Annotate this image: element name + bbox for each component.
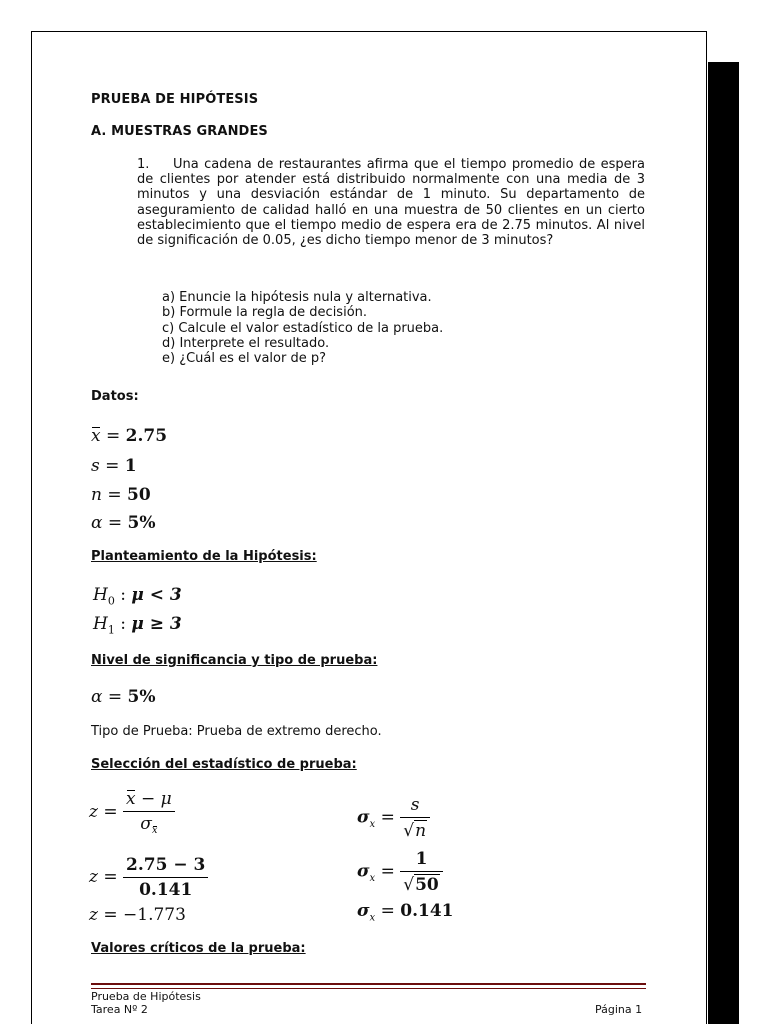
- formula-z-result: z = −1.773: [89, 905, 186, 925]
- datos-alpha: α = 5%: [91, 513, 156, 533]
- problem-paragraph: [137, 157, 645, 248]
- tipo-prueba-text: Tipo de Prueba: Prueba de extremo derecho.: [91, 724, 382, 739]
- formula-sigma-definition: $\sigma_x$ = $\frac{s}{√n}$: [357, 795, 430, 841]
- document-title: PRUEBA DE HIPÓTESIS: [91, 92, 259, 107]
- datos-heading: Datos:: [91, 389, 139, 404]
- question-list: [162, 290, 443, 366]
- footer-page-number: Página 1: [595, 1003, 643, 1016]
- question-b: b) Formule la regla de decisión.: [162, 305, 368, 321]
- datos-xbar: x = 2.75: [91, 426, 168, 446]
- footer-task: Tarea Nº 2: [91, 1003, 148, 1016]
- question-d: d) Interprete el resultado.: [162, 335, 330, 351]
- datos-n: n = 50: [91, 485, 151, 505]
- footer-rule-thin: [91, 988, 646, 989]
- problem-number: 1.: [137, 157, 150, 172]
- hypothesis-h0: $H_0$ : μ < 3: [93, 585, 182, 608]
- nivel-heading: Nivel de significancia y tipo de prueba:: [91, 653, 378, 668]
- page-shadow: [708, 62, 739, 1024]
- problem-text: Una cadena de restaurantes afirma que el tiempo promedio de espera de clientes por atender está distribuido normalmente con una media de 3 minutos y una desviación estándar de 1 minuto. Su departamento de aseguramiento de calidad halló en una muestra de 50 clientes en un cierto establecimiento que el tiempo medio de espera era de 2.75 minutos. Al nivel de significación de 0.05, ¿es dicho tiempo menor de 3 minutos?: [137, 157, 645, 249]
- formula-z-definition: z = $\frac{x - \mu}{\sigma_x}$: [89, 789, 175, 836]
- seleccion-heading: Selección del estadístico de prueba:: [91, 757, 357, 772]
- formula-sigma-substitution: $\sigma_x$ = $\frac{1}{√50}$: [357, 849, 443, 895]
- footer-document-title: Prueba de Hipótesis: [91, 990, 201, 1003]
- datos-s: s = 1: [91, 456, 137, 476]
- section-heading-muestras-grandes: A. MUESTRAS GRANDES: [91, 124, 268, 139]
- question-a: a) Enuncie la hipótesis nula y alternativa.: [162, 290, 432, 305]
- valores-criticos-heading: Valores críticos de la prueba:: [91, 941, 306, 956]
- footer-rule: [91, 983, 646, 985]
- nivel-alpha: α = 5%: [91, 687, 156, 707]
- question-c: c) Calcule el valor estadístico de la prueba.: [162, 320, 444, 336]
- formula-sigma-result: $\sigma_x = 0.141$: [357, 901, 454, 924]
- formula-z-substitution: z = $\frac{2.75 - 3}{0.141}$: [89, 855, 208, 900]
- question-e: e) ¿Cuál es el valor de p?: [162, 351, 327, 367]
- planteamiento-heading: Planteamiento de la Hipótesis:: [91, 549, 317, 564]
- hypothesis-h1: $H_1$ : μ ≥ 3: [93, 614, 182, 637]
